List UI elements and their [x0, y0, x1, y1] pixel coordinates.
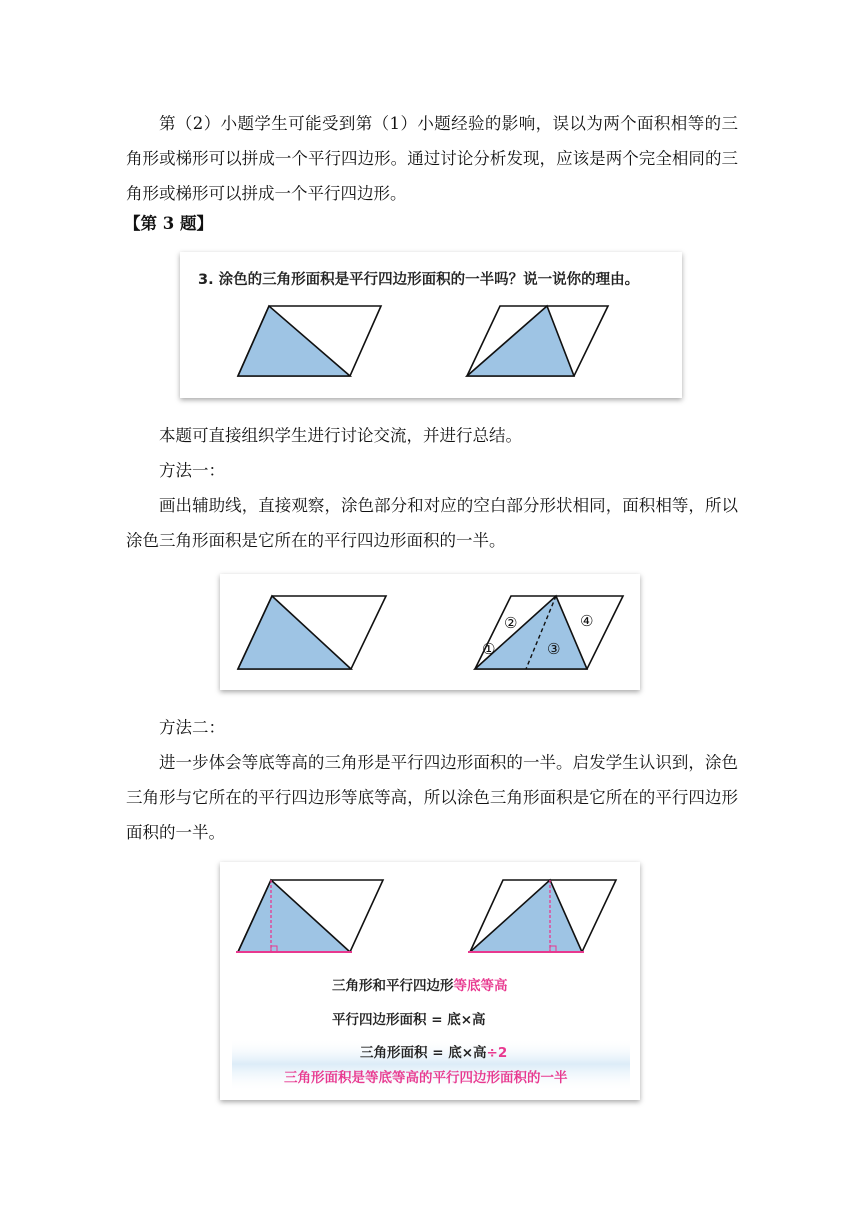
question-3-figure: [180, 252, 682, 398]
parallelogram-area-formula: 平行四边形面积 = 底×高: [332, 1012, 486, 1028]
question-3-heading: 【第 3 题】: [124, 214, 213, 233]
region-label-2: ②: [504, 614, 518, 632]
parallelogram-right-with-height: [468, 880, 616, 952]
equal-base-height-statement: 三角形和平行四边形等底等高: [332, 978, 508, 994]
method-2-paragraph: 进一步体会等底等高的三角形是平行四边形面积的一半。启发学生认识到，涂色三角形与它所在的平行四边形等底等高，所以涂色三角形面积是它所在的平行四边形面积的一半。: [126, 753, 738, 842]
method-1-figure: [220, 574, 640, 690]
region-label-3: ③: [547, 640, 561, 658]
parallelogram-right: [467, 306, 608, 376]
parallelogram-left: [238, 306, 381, 376]
triangle-area-formula: 三角形面积 = 底×高÷2: [360, 1045, 508, 1061]
method-1-paragraph: 画出辅助线，直接观察，涂色部分和对应的空白部分形状相同，面积相等，所以涂色三角形面积是它所在的平行四边形面积的一半。: [126, 496, 738, 550]
question-3-text: 3. 涂色的三角形面积是平行四边形面积的一半吗？说一说你的理由。: [198, 272, 640, 288]
method-1-label: 方法一：: [159, 461, 225, 480]
parallelogram-right-with-auxiliary-line: [475, 596, 623, 669]
method-2-figure: [220, 862, 640, 1100]
intro-paragraph: 第（2）小题学生可能受到第（1）小题经验的影响，误以为两个面积相等的三角形或梯形可以拼成一个平行四边形。通过讨论分析发现，应该是两个完全相同的三角形或梯形可以拼成一个平行四边形。: [126, 114, 738, 203]
region-label-4: ④: [580, 612, 594, 630]
conclusion-statement: 三角形面积是等底等高的平行四边形面积的一半: [284, 1070, 568, 1086]
region-label-1: ①: [482, 640, 496, 658]
parallelogram-left: [238, 596, 386, 669]
discussion-paragraph: 本题可直接组织学生进行讨论交流，并进行总结。: [159, 426, 522, 445]
method-2-label: 方法二：: [159, 718, 225, 737]
parallelogram-left-with-height: [236, 880, 383, 952]
